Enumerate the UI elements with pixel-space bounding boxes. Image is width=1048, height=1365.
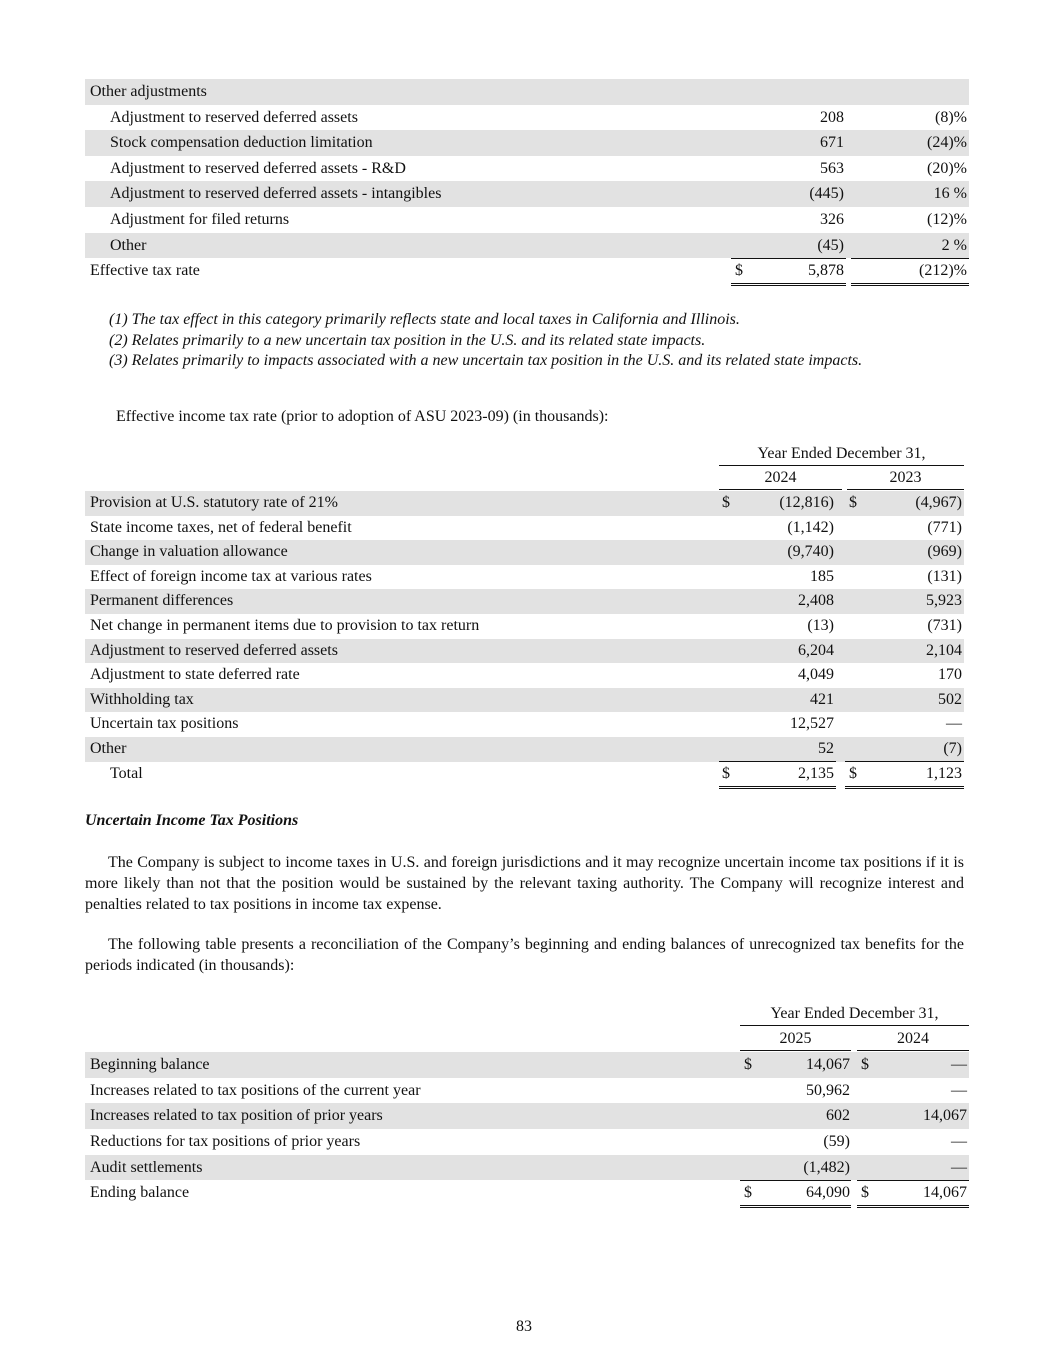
table-row	[85, 737, 964, 762]
table-row	[85, 258, 969, 284]
row-label: Other	[90, 739, 127, 757]
row-label: Effective tax rate	[90, 262, 200, 280]
value-2024: 14,067	[923, 1184, 967, 1202]
value-2024: 12,527	[790, 715, 834, 733]
column-header-2024: 2024	[719, 467, 842, 490]
amount-cell: 563	[820, 159, 844, 177]
row-label: Other adjustments	[90, 83, 207, 100]
currency-symbol: $	[861, 1184, 869, 1202]
value-2023: —	[946, 715, 962, 733]
row-label: Uncertain tax positions	[90, 715, 239, 733]
footnote-2: (2) Relates primarily to a new uncertain tax position in the U.S. and its related state impacts.	[109, 331, 706, 349]
table-row	[85, 233, 969, 259]
table-row	[85, 614, 964, 639]
row-label: Adjustment to reserved deferred assets	[90, 641, 338, 659]
table-row	[85, 105, 969, 131]
prior-rate-table	[85, 443, 964, 786]
amount-cell: 5,878	[808, 262, 844, 280]
value-2024: 185	[810, 567, 834, 585]
rate-reconciliation-table	[85, 79, 969, 284]
row-label: Adjustment to state deferred rate	[90, 666, 300, 684]
value-2024: 52	[818, 739, 834, 757]
row-label: Stock compensation deduction limitation	[110, 134, 373, 152]
table-row	[85, 589, 964, 614]
value-2023: 502	[938, 690, 962, 708]
currency-symbol: $	[722, 494, 730, 511]
unrecognized-benefits-table	[85, 1002, 969, 1206]
footnote-3: (3) Relates primarily to impacts associated with a new uncertain tax position in the U.S. and its related state impacts.	[109, 352, 863, 369]
currency-symbol: $	[849, 764, 857, 782]
row-label: Adjustment for filed returns	[110, 210, 290, 228]
percent-cell: (212)%	[919, 262, 967, 280]
value-2023: (7)	[943, 739, 962, 757]
percent-cell: 2 %	[941, 236, 967, 254]
value-2025: 14,067	[806, 1056, 850, 1073]
value-2024: 2,408	[798, 592, 834, 610]
table-row	[85, 1155, 969, 1181]
percent-cell: 16 %	[933, 185, 967, 203]
table-row	[85, 1129, 969, 1155]
value-2024: —	[951, 1133, 967, 1151]
table-row	[85, 79, 969, 105]
row-label: Increases related to tax positions of the current year	[90, 1081, 421, 1099]
paragraph: The following table presents a reconciliation of the Company’s beginning and ending balances of unrecognized tax benefits for the periods indicated (in thousands):	[85, 936, 964, 974]
column-header-2024: 2024	[857, 1027, 969, 1051]
value-2025: (1,482)	[803, 1158, 850, 1176]
currency-symbol: $	[744, 1184, 752, 1202]
year-ended-header: Year Ended December 31,	[740, 1002, 969, 1026]
row-label: State income taxes, net of federal benefit	[90, 518, 352, 536]
row-label: Withholding tax	[90, 690, 194, 708]
table-header-row	[85, 1027, 969, 1052]
table-row	[85, 516, 964, 541]
value-2024: (12,816)	[779, 494, 834, 511]
row-label: Reductions for tax positions of prior years	[90, 1133, 361, 1151]
value-2024: —	[951, 1158, 967, 1176]
amount-cell: 326	[820, 210, 844, 228]
value-2025: 50,962	[806, 1081, 850, 1099]
value-2025: 602	[826, 1107, 850, 1125]
value-2024: (9,740)	[787, 543, 834, 561]
table-header-row	[85, 467, 964, 491]
percent-cell: (24)%	[927, 134, 967, 152]
row-label: Adjustment to reserved deferred assets - intangibles	[110, 185, 442, 203]
row-label: Adjustment to reserved deferred assets - R&D	[110, 159, 406, 177]
percent-cell: (20)%	[927, 159, 967, 177]
table-row	[85, 639, 964, 664]
value-2023: (771)	[927, 518, 962, 536]
table-row	[85, 1052, 969, 1078]
value-2023: 170	[938, 666, 962, 684]
table-body	[85, 491, 964, 786]
table-row	[85, 130, 969, 156]
row-label: Beginning balance	[90, 1056, 210, 1073]
value-2023: (731)	[927, 616, 962, 634]
footnotes	[109, 310, 862, 372]
value-2023: (4,967)	[915, 494, 962, 511]
year-ended-header: Year Ended December 31,	[719, 443, 964, 466]
table-row	[85, 688, 964, 713]
table-row	[85, 1103, 969, 1129]
section-title: Uncertain Income Tax Positions	[85, 812, 299, 829]
value-2023: 1,123	[926, 764, 962, 782]
value-2024: 421	[810, 690, 834, 708]
table-row	[85, 565, 964, 590]
footnote-1: (1) The tax effect in this category primarily reflects state and local taxes in California and Illinois.	[109, 311, 740, 328]
currency-symbol: $	[722, 764, 730, 782]
page-number: 83	[516, 1318, 532, 1335]
currency-symbol: $	[744, 1056, 752, 1073]
value-2025: 64,090	[806, 1184, 850, 1202]
table-row	[85, 1180, 969, 1206]
value-2023: 5,923	[926, 592, 962, 610]
percent-cell: (12)%	[927, 210, 967, 228]
table-row	[85, 156, 969, 182]
table-row	[85, 712, 964, 737]
column-header-2025: 2025	[740, 1027, 851, 1051]
row-label: Effect of foreign income tax at various rates	[90, 567, 372, 585]
prior-table-intro: Effective income tax rate (prior to adoption of ASU 2023-09) (in thousands):	[116, 408, 609, 425]
row-label: Permanent differences	[90, 592, 234, 610]
value-2024: 14,067	[923, 1107, 967, 1125]
currency-symbol: $	[861, 1056, 869, 1073]
row-label: Net change in permanent items due to provision to tax return	[90, 616, 480, 634]
value-2023: (131)	[927, 567, 962, 585]
value-2023: 2,104	[926, 641, 962, 659]
amount-cell: 208	[820, 108, 844, 126]
value-2024: 2,135	[798, 764, 834, 782]
row-label: Ending balance	[90, 1184, 190, 1202]
row-label: Increases related to tax position of prior years	[90, 1107, 383, 1125]
value-2024: (1,142)	[787, 518, 834, 536]
table-row	[85, 1078, 969, 1104]
row-label: Adjustment to reserved deferred assets	[110, 108, 358, 126]
row-label: Total	[110, 764, 143, 782]
table-body	[85, 1052, 969, 1206]
table-header-row	[85, 1002, 969, 1027]
value-2024: 4,049	[798, 666, 834, 684]
value-2024: —	[951, 1081, 967, 1099]
table-row	[85, 540, 964, 565]
value-2024: —	[951, 1056, 967, 1073]
row-label: Provision at U.S. statutory rate of 21%	[90, 494, 338, 511]
table-row	[85, 762, 964, 787]
row-label: Other	[110, 236, 147, 254]
column-header-2023: 2023	[847, 467, 964, 490]
amount-cell: (45)	[817, 236, 844, 254]
row-label: Audit settlements	[90, 1158, 203, 1176]
value-2024: 6,204	[798, 641, 834, 659]
table-row	[85, 491, 964, 516]
value-2023: (969)	[927, 543, 962, 561]
paragraph: The Company is subject to income taxes in U.S. and foreign jurisdictions and it may recognize uncertain income tax positions if it is more likely than not that the position would be sustained by the relevant taxing authority. The Company will recognize interest and penalties related to tax positions in income tax expense.	[85, 854, 964, 913]
amount-cell: (445)	[809, 185, 844, 203]
value-2025: (59)	[823, 1133, 850, 1151]
table-header-row	[85, 443, 964, 467]
row-label: Change in valuation allowance	[90, 543, 288, 561]
value-2024: (13)	[807, 616, 834, 634]
percent-cell: (8)%	[935, 108, 967, 126]
table-row	[85, 207, 969, 233]
table-row	[85, 663, 964, 688]
amount-cell: 671	[820, 134, 844, 152]
currency-symbol: $	[735, 262, 743, 280]
table-row	[85, 181, 969, 207]
currency-symbol: $	[849, 494, 857, 511]
